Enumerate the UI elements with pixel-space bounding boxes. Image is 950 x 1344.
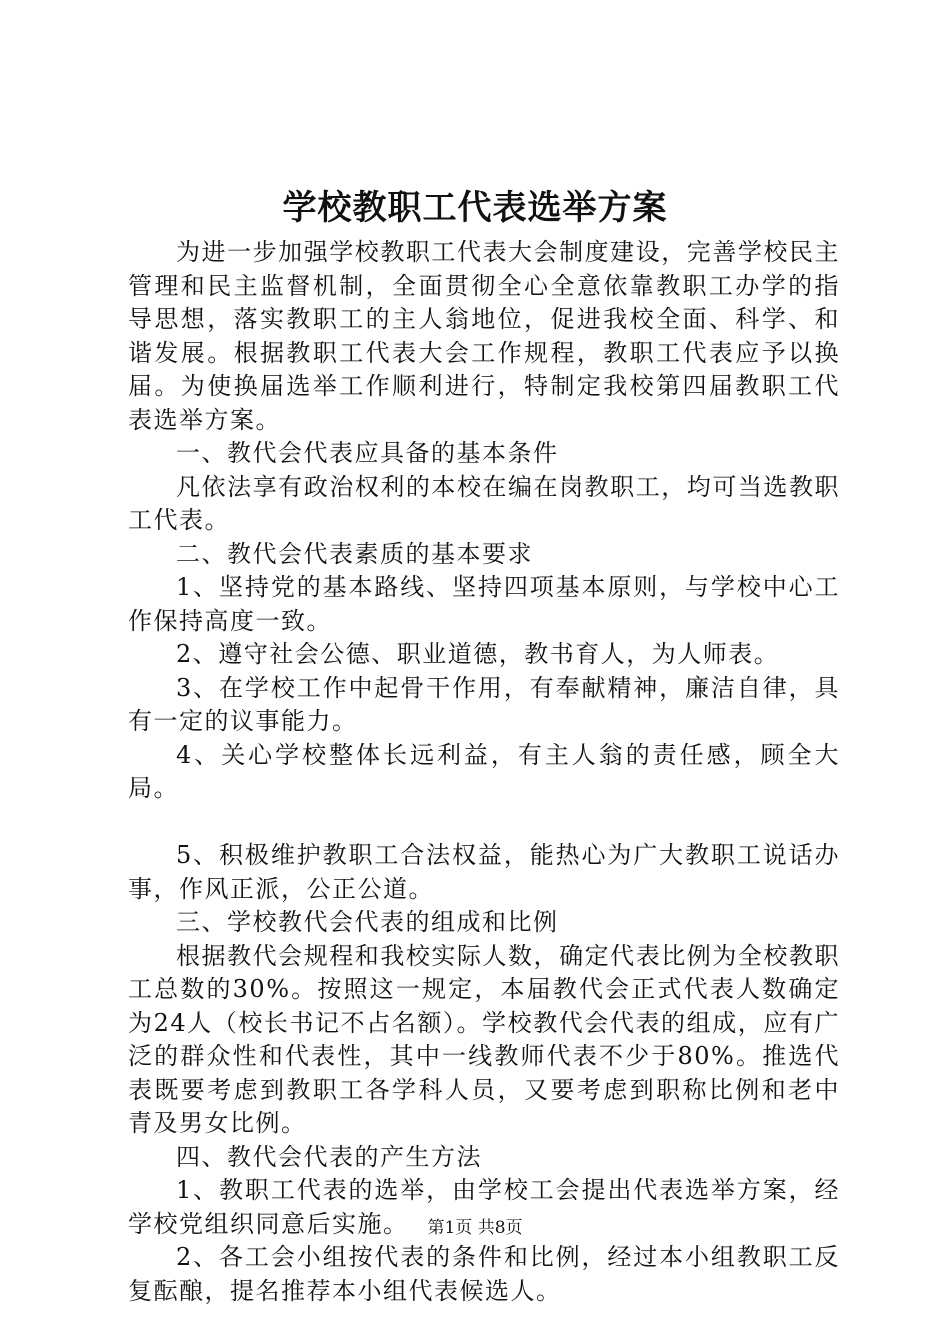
- intro-paragraph: 为进一步加强学校教职工代表大会制度建设，完善学校民主管理和民主监督机制，全面贯彻全心全意依靠教职工办学的指导思想，落实教职工的主人翁地位，促进我校全面、科学、和谐发展。根据教职工代表大会工作规程，教职工代表应予以换届。为使换届选举工作顺利进行，特制定我校第四届教职工代表选举方案。: [128, 238, 840, 434]
- page-footer: 第1页 共8页: [427, 1218, 523, 1238]
- paragraph: 凡依法享有政治权利的本校在编在岗教职工，均可当选教职工代表。: [128, 472, 840, 534]
- list-item: 1、教职工代表的选举，由学校工会提出代表选举方案，经学校党组织同意后实施。: [128, 1176, 840, 1238]
- paragraph: 根据教代会规程和我校实际人数，确定代表比例为全校教职工总数的30%。按照这一规定，本届教代会正式代表人数确定为24人（校长书记不占名额）。学校教代会代表的组成，应有广泛的群众性和代表性，其中一线教师代表不少于80%。推选代表既要考虑到教职工各学科人员，又要考虑到职称比例和老中青及男女比例。: [128, 941, 840, 1137]
- list-item: 5、积极维护教职工合法权益，能热心为广大教职工说话办事，作风正派，公正公道。: [128, 841, 840, 903]
- list-item: 3、在学校工作中起骨干作用，有奉献精神，廉洁自律，具有一定的议事能力。: [128, 673, 840, 735]
- list-item: 2、遵守社会公德、职业道德，教书育人，为人师表。: [176, 640, 780, 668]
- list-item: 1、坚持党的基本路线、坚持四项基本原则，与学校中心工作保持高度一致。: [128, 573, 840, 635]
- section-heading-1: 一、教代会代表应具备的基本条件: [176, 439, 559, 467]
- blank-line: [128, 806, 840, 840]
- list-item: 2、各工会小组按代表的条件和比例，经过本小组教职工反复酝酿，提名推荐本小组代表候选人。: [128, 1243, 840, 1305]
- list-item: 4、关心学校整体长远利益，有主人翁的责任感，顾全大局。: [128, 740, 840, 802]
- section-heading-2: 二、教代会代表素质的基本要求: [176, 539, 533, 568]
- section-heading-4: 四、教代会代表的产生方法: [176, 1142, 482, 1171]
- document-title: 学校教职工代表选举方案: [282, 188, 668, 228]
- section-heading-3: 三、学校教代会代表的组成和比例: [176, 908, 559, 936]
- document-body: [128, 236, 840, 1308]
